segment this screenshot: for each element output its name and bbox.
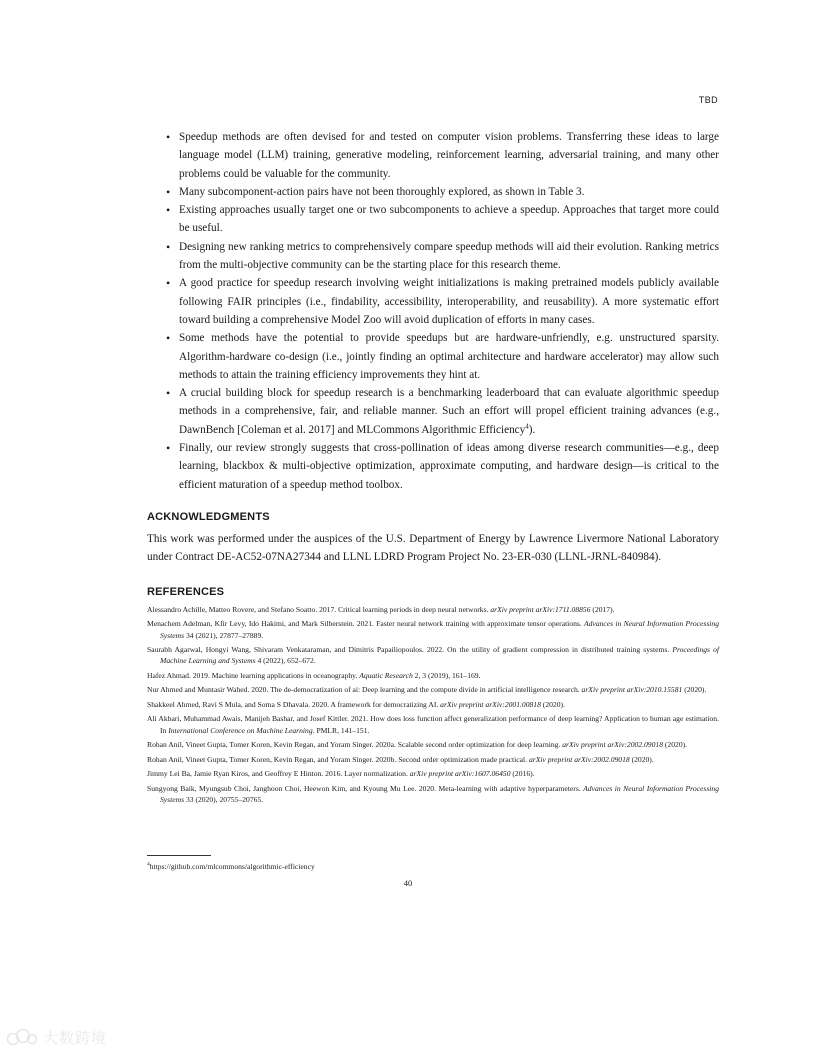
references-heading: REFERENCES	[147, 585, 225, 598]
acknowledgments-text: This work was performed under the auspices of the U.S. Department of Energy by Lawrence Livermore National Laboratory under Contract DE-AC52-07NA27344 and LLNL LDRD Program Project No. 23-ER-030 (LLNL-JRNL-840984).	[147, 532, 719, 564]
recommendations-list	[147, 128, 719, 494]
reference-item	[147, 754, 719, 765]
bullet-text: Speedup methods are often devised for and tested on computer vision problems. Transferring these ideas to large language model (LLM) training, generative modeling, reinforcement learning, adversarial training, and many other problems could be valuable for the community.	[179, 131, 719, 180]
reference-details: 33 (2020), 20755–20765.	[184, 794, 264, 804]
reference-venue: Advances in Neural Information Processing Systems	[160, 783, 719, 804]
reference-venue: arXiv preprint arXiv:2002.09018	[562, 740, 663, 750]
list-item	[147, 384, 719, 439]
reference-venue: arXiv preprint arXiv:1607.06450	[409, 769, 511, 779]
reference-authors-title: Jimmy Lei Ba, Jamie Ryan Kiros, and Geoffrey E Hinton. 2016. Layer normalization.	[147, 769, 410, 779]
reference-authors-title: Alessandro Achille, Matteo Rovere, and Stefano Soatto. 2017. Critical learning periods in deep neural networks.	[147, 604, 491, 614]
bullet-text: Existing approaches usually target one or two subcomponents to achieve a speedup. Approaches that target more could be useful.	[179, 204, 719, 235]
list-item	[147, 439, 719, 494]
reference-item	[147, 644, 719, 666]
reference-details: . PMLR, 141–151.	[312, 725, 370, 735]
acknowledgments-heading: ACKNOWLEDGMENTS	[147, 510, 270, 523]
reference-details: (2020).	[663, 740, 688, 750]
footnote-number: 4	[147, 861, 150, 868]
reference-item	[147, 618, 719, 640]
reference-details: 4 (2022), 652–672.	[255, 656, 316, 666]
reference-venue: arXiv preprint arXiv:1711.08856	[490, 604, 591, 614]
reference-authors-title: Shakkeel Ahmed, Ravi S Mula, and Soma S Dhavala. 2020. A framework for democratizing AI.	[147, 699, 441, 709]
references-list	[147, 604, 719, 805]
footnote	[147, 861, 315, 872]
reference-item	[147, 699, 719, 710]
page-number: 40	[403, 878, 413, 888]
reference-item	[147, 604, 719, 615]
main-content	[147, 128, 719, 808]
reference-details: (2017).	[590, 604, 615, 614]
list-item	[147, 274, 719, 329]
watermark-logo-icon	[6, 1028, 38, 1048]
list-item	[147, 201, 719, 238]
bullet-text-end: ).	[528, 423, 536, 436]
reference-details: 2, 3 (2019), 161–169.	[412, 670, 481, 680]
list-item	[147, 329, 719, 384]
reference-item	[147, 713, 719, 735]
reference-authors-title: Rohan Anil, Vineet Gupta, Tomer Koren, Kevin Regan, and Yoram Singer. 2020b. Second order optimization made practical.	[147, 754, 529, 764]
bullet-text: A good practice for speedup research involving weight initializations is making pretrained models publicly available following FAIR principles (i.e., findability, accessibility, interoperability, and reusability). A more systematic effort toward building a comprehensive Model Zoo will avoid duplication of efforts in many cases.	[179, 277, 719, 326]
reference-details: (2020).	[629, 754, 654, 764]
reference-details: 34 (2021), 27877–27889.	[184, 630, 264, 640]
reference-venue: Proceedings of Machine Learning and Systems	[160, 645, 720, 666]
reference-details: (2020).	[540, 699, 565, 709]
reference-authors-title: Ali Akbari, Muhammad Awais, Manijeh Bashar, and Josef Kittler. 2021. How does loss function affect generalization performance of deep learning? Application to human age estimation. In	[147, 714, 719, 735]
watermark	[6, 1027, 107, 1048]
reference-item	[147, 739, 719, 750]
reference-item	[147, 768, 719, 779]
bullet-text: Some methods have the potential to provide speedups but are hardware-unfriendly, e.g. unstructured sparsity. Algorithm-hardware co-design (i.e., jointly finding an optimal architecture and hardware accelerator) may allow such methods to attain the training efficiency improvements they hint at.	[179, 332, 719, 381]
bullet-text: Finally, our review strongly suggests that cross-pollination of ideas among diverse research communities—e.g., deep learning, blackbox & multi-objective optimization, approximate computing, and hardware design—is critical to the efficient maturation of a speedup method toolbox.	[179, 442, 719, 491]
reference-item	[147, 684, 719, 695]
reference-details: (2016).	[510, 769, 535, 779]
footnote-marker[interactable]: 4	[525, 422, 529, 431]
footnote-link[interactable]: https://github.com/mlcommons/algorithmic-efficiency	[149, 862, 315, 871]
reference-authors-title: Hafez Ahmad. 2019. Machine learning applications in oceanography.	[147, 670, 360, 680]
reference-item	[147, 670, 719, 681]
reference-venue: Advances in Neural Information Processing Systems	[160, 619, 719, 640]
reference-item	[147, 783, 719, 805]
reference-venue: International Conference on Machine Learning	[168, 725, 313, 735]
reference-authors-title: Nur Ahmed and Muntasir Wahed. 2020. The de-democratization of ai: Deep learning and the compute divide in artificial intelligence research.	[147, 685, 582, 695]
list-item	[147, 183, 719, 201]
reference-venue: arXiv preprint arXiv:2001.00818	[440, 699, 541, 709]
bullet-text: Designing new ranking metrics to comprehensively compare speedup methods will aid their evolution. Ranking metrics from the multi-objective community can be the starting place for this research theme.	[179, 240, 719, 272]
bullet-text: Many subcomponent-action pairs have not been thoroughly explored, as shown in Table 3.	[179, 185, 585, 198]
watermark-text: 大数跨境	[43, 1029, 108, 1047]
reference-authors-title: Menachem Adelman, Kfir Levy, Ido Hakimi, and Mark Silberstein. 2021. Faster neural network training with approximate tensor operations.	[147, 619, 585, 629]
reference-venue: arXiv preprint arXiv:2010.15581	[581, 685, 683, 695]
list-item	[147, 238, 719, 275]
reference-venue: Aquatic Research	[359, 670, 413, 680]
reference-details: (2020).	[682, 685, 707, 695]
reference-venue: arXiv preprint arXiv:2002.09018	[528, 754, 630, 764]
bullet-text: A crucial building block for speedup research is a benchmarking leaderboard that can evaluate algorithmic speedup methods in a comprehensive, fair, and reliable manner. Such an effort will propel efficient training advances (e.g., DawnBench [Coleman et al. 2017] and MLCommons Algorithmic Efficiency	[179, 387, 719, 436]
reference-authors-title: Rohan Anil, Vineet Gupta, Tomer Koren, Kevin Regan, and Yoram Singer. 2020a. Scalable second order optimization for deep learning.	[147, 740, 563, 750]
reference-authors-title: Sungyong Baik, Myungsub Choi, Janghoon Choi, Heewon Kim, and Kyoung Mu Lee. 2020. Meta-learning with adaptive hyperparameters.	[147, 783, 584, 793]
reference-authors-title: Saurabh Agarwal, Hongyi Wang, Shivaram Venkataraman, and Dimitris Papailiopoulos. 2022. On the utility of gradient compression in distributed training systems.	[147, 645, 673, 655]
running-header: TBD	[698, 95, 718, 105]
footnote-rule	[147, 855, 211, 856]
list-item	[147, 128, 719, 183]
